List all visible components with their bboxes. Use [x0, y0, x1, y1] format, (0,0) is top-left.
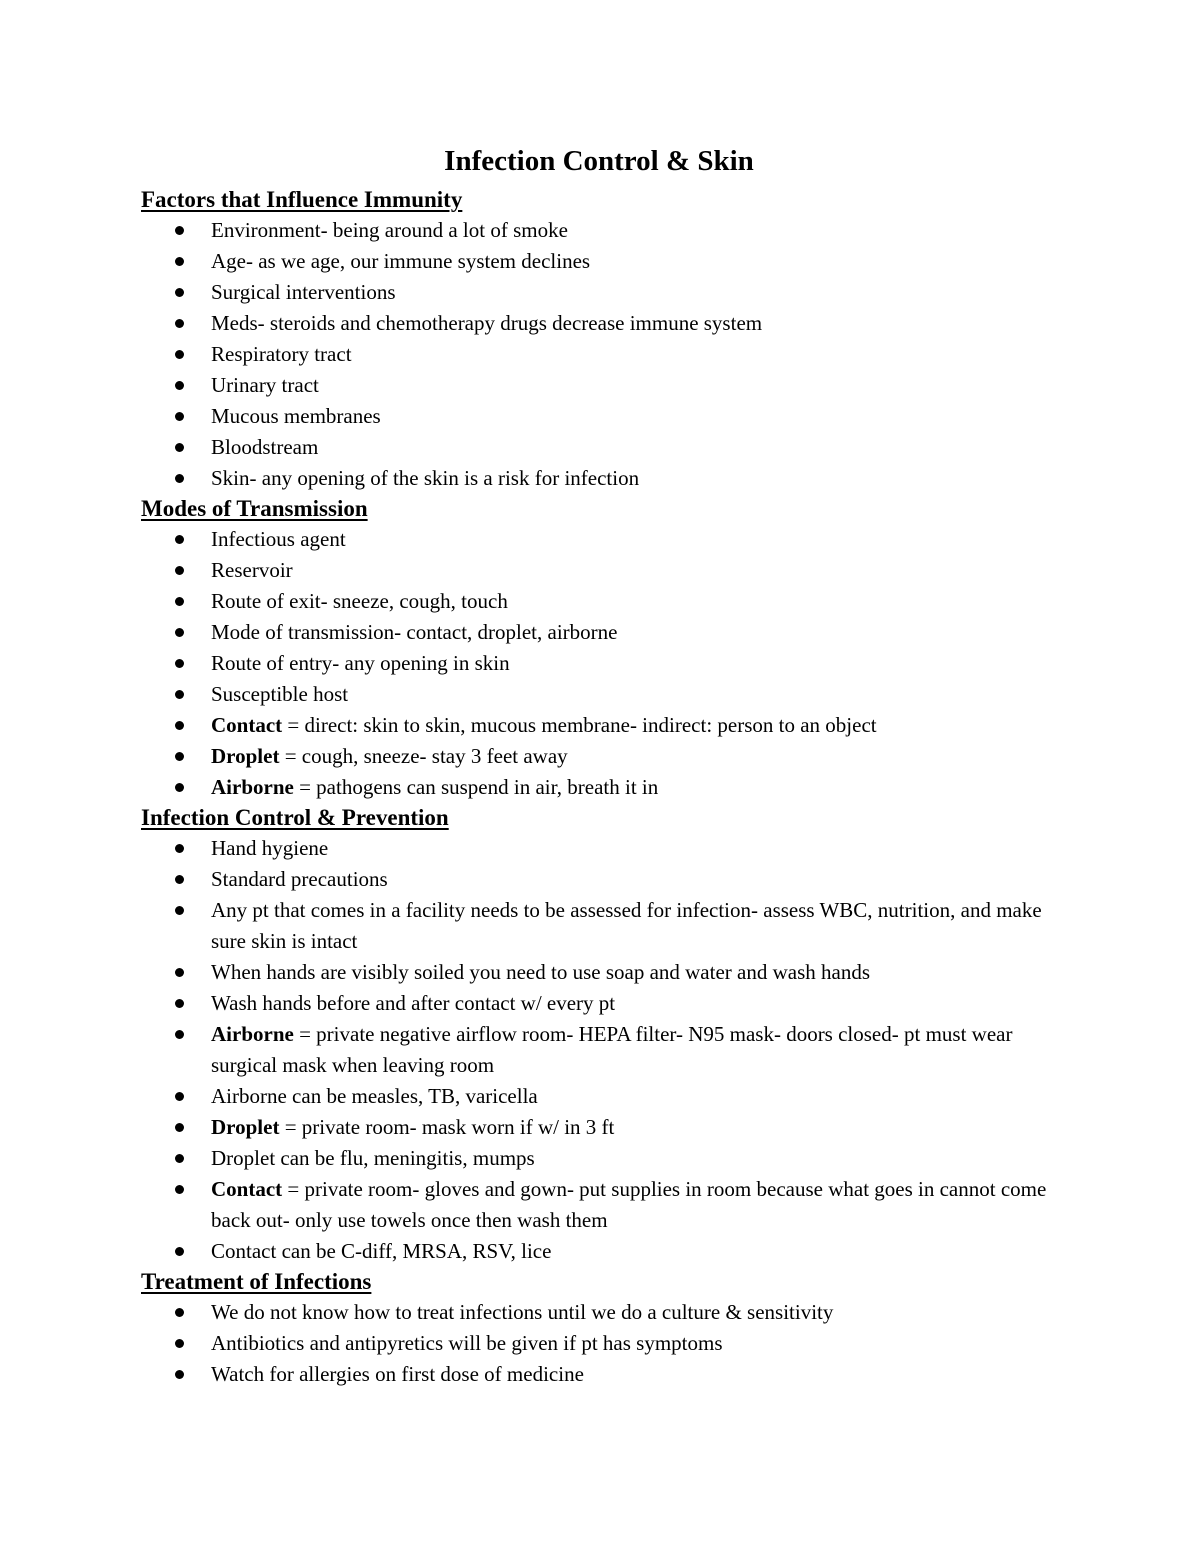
bullet-icon — [175, 443, 184, 452]
bullet-icon — [175, 597, 184, 606]
bullet-icon — [175, 319, 184, 328]
list-item — [141, 772, 1071, 803]
bullet-icon — [175, 257, 184, 266]
item-text: Contact can be C-diff, MRSA, RSV, lice — [211, 1239, 552, 1263]
item-text: Airborne can be measles, TB, varicella — [211, 1084, 538, 1108]
bullet-icon — [175, 1339, 184, 1348]
list-item — [141, 957, 1071, 988]
bullet-icon — [175, 659, 184, 668]
list-item — [141, 215, 1071, 246]
list-item — [141, 988, 1071, 1019]
item-text: Reservoir — [211, 558, 293, 582]
list-item — [141, 864, 1071, 895]
item-text: Respiratory tract — [211, 342, 352, 366]
list-item — [141, 1236, 1071, 1267]
item-text: When hands are visibly soiled you need to use soap and water and wash hands — [211, 960, 870, 984]
bullet-icon — [175, 1123, 184, 1132]
bold-term: Airborne — [211, 1022, 294, 1046]
item-text: = private room- gloves and gown- put supplies in room because what goes in cannot come back out- only use towels once then wash them — [211, 1177, 1047, 1232]
bullet-icon — [175, 1370, 184, 1379]
bullet-icon — [175, 1154, 184, 1163]
page-title: Infection Control & Skin — [444, 145, 754, 177]
item-text: = private room- mask worn if w/ in 3 ft — [279, 1115, 615, 1139]
bullet-icon — [175, 1185, 184, 1194]
list-item — [141, 1081, 1071, 1112]
item-text: Bloodstream — [211, 435, 319, 459]
bold-term: Contact — [211, 1177, 283, 1201]
bullet-icon — [175, 906, 184, 915]
item-text: Infectious agent — [211, 527, 346, 551]
item-text: Standard precautions — [211, 867, 388, 891]
list-item — [141, 710, 1071, 741]
item-text: = direct: skin to skin, mucous membrane- indirect: person to an object — [282, 713, 877, 737]
section-heading: Infection Control & Prevention — [141, 805, 449, 830]
list-item — [141, 679, 1071, 710]
bullet-icon — [175, 412, 184, 421]
item-text: Droplet can be flu, meningitis, mumps — [211, 1146, 535, 1170]
bold-term: Contact — [211, 713, 283, 737]
bullet-icon — [175, 1308, 184, 1317]
bullet-icon — [175, 690, 184, 699]
section-heading: Treatment of Infections — [141, 1269, 372, 1294]
document-page — [141, 143, 1081, 1390]
item-text: Age- as we age, our immune system declines — [211, 249, 591, 273]
list-item — [141, 339, 1071, 370]
list-item — [141, 1174, 1071, 1236]
list-item — [141, 833, 1071, 864]
bold-term: Droplet — [211, 744, 280, 768]
bullet-icon — [175, 1030, 184, 1039]
item-text: = private negative airflow room- HEPA filter- N95 mask- doors closed- pt must wear surgical mask when leaving room — [211, 1022, 1013, 1077]
item-text: Susceptible host — [211, 682, 349, 706]
list-item — [141, 1143, 1071, 1174]
bullet-list — [141, 524, 1081, 803]
item-text: = pathogens can suspend in air, breath it in — [293, 775, 659, 799]
list-item — [141, 370, 1071, 401]
item-text: Urinary tract — [211, 373, 319, 397]
list-item — [141, 555, 1071, 586]
document-body — [141, 185, 1081, 1390]
list-item — [141, 648, 1071, 679]
bullet-list — [141, 215, 1081, 494]
list-item — [141, 246, 1071, 277]
bold-term: Airborne — [211, 775, 294, 799]
list-item — [141, 895, 1071, 957]
list-item — [141, 617, 1071, 648]
item-text: Mode of transmission- contact, droplet, airborne — [211, 620, 618, 644]
bullet-icon — [175, 999, 184, 1008]
list-item — [141, 741, 1071, 772]
list-item — [141, 1112, 1071, 1143]
bullet-icon — [175, 721, 184, 730]
bullet-icon — [175, 350, 184, 359]
bullet-icon — [175, 628, 184, 637]
item-text: Antibiotics and antipyretics will be given if pt has symptoms — [211, 1331, 723, 1355]
bullet-icon — [175, 381, 184, 390]
item-text: Watch for allergies on first dose of medicine — [211, 1362, 584, 1386]
bullet-icon — [175, 968, 184, 977]
bullet-icon — [175, 752, 184, 761]
section-heading: Modes of Transmission — [141, 496, 368, 521]
item-text: Route of exit- sneeze, cough, touch — [211, 589, 508, 613]
item-text: Hand hygiene — [211, 836, 329, 860]
list-item — [141, 277, 1071, 308]
list-item — [141, 1297, 1071, 1328]
bullet-icon — [175, 474, 184, 483]
bullet-icon — [175, 288, 184, 297]
item-text: Mucous membranes — [211, 404, 381, 428]
bullet-icon — [175, 1247, 184, 1256]
item-text: Environment- being around a lot of smoke — [211, 218, 568, 242]
bullet-icon — [175, 566, 184, 575]
bullet-list — [141, 1297, 1081, 1390]
item-text: Skin- any opening of the skin is a risk for infection — [211, 466, 640, 490]
bullet-icon — [175, 783, 184, 792]
list-item — [141, 1019, 1071, 1081]
list-item — [141, 1328, 1071, 1359]
bullet-icon — [175, 1092, 184, 1101]
bullet-icon — [175, 844, 184, 853]
list-item — [141, 432, 1071, 463]
bullet-icon — [175, 226, 184, 235]
item-text: Surgical interventions — [211, 280, 396, 304]
list-item — [141, 524, 1071, 555]
item-text: Wash hands before and after contact w/ every pt — [211, 991, 616, 1015]
list-item — [141, 463, 1071, 494]
list-item — [141, 586, 1071, 617]
item-text: Any pt that comes in a facility needs to be assessed for infection- assess WBC, nutrition, and make sure skin is intact — [211, 898, 1042, 953]
bullet-list — [141, 833, 1081, 1267]
bold-term: Droplet — [211, 1115, 280, 1139]
item-text: We do not know how to treat infections until we do a culture & sensitivity — [211, 1300, 834, 1324]
item-text: = cough, sneeze- stay 3 feet away — [279, 744, 568, 768]
bullet-icon — [175, 875, 184, 884]
list-item — [141, 308, 1071, 339]
list-item — [141, 401, 1071, 432]
bullet-icon — [175, 535, 184, 544]
item-text: Meds- steroids and chemotherapy drugs decrease immune system — [211, 311, 763, 335]
section-heading: Factors that Influence Immunity — [141, 187, 463, 212]
item-text: Route of entry- any opening in skin — [211, 651, 510, 675]
list-item — [141, 1359, 1071, 1390]
